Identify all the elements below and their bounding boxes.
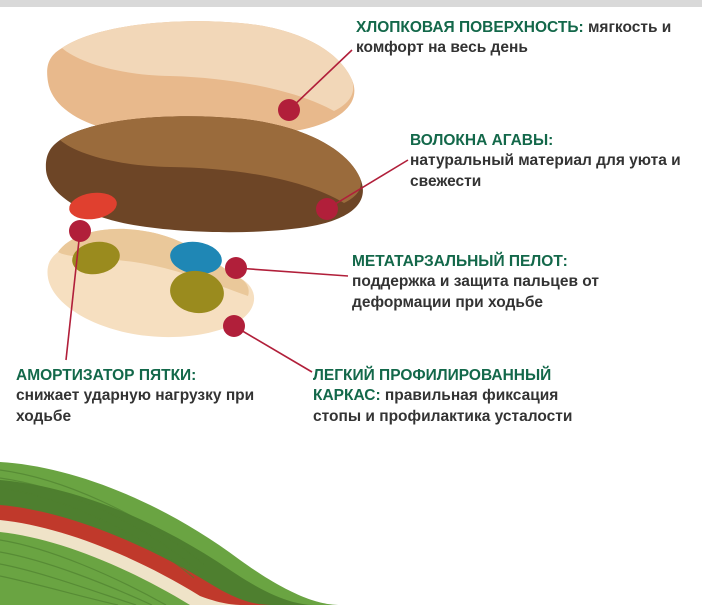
dot-heel[interactable] xyxy=(69,220,91,242)
callout-agave-heading: ВОЛОКНА АГАВЫ: xyxy=(410,132,554,149)
callout-frame-text: правильная фиксация стопы и профилактика усталости xyxy=(313,387,573,425)
decorative-grass-band xyxy=(0,462,340,605)
callout-pelot-heading: МЕТАТАРЗАЛЬНЫЙ ПЕЛОТ: xyxy=(352,253,568,270)
callout-agave-text: натуральный материал для уюта и свежести xyxy=(410,152,681,190)
dot-agave[interactable] xyxy=(316,198,338,220)
dot-pelot[interactable] xyxy=(225,257,247,279)
callout-cotton-heading: ХЛОПКОВАЯ ПОВЕРХНОСТЬ: xyxy=(356,19,584,36)
callout-light-frame xyxy=(313,366,603,427)
callout-heel-text: снижает ударную нагрузку при ходьбе xyxy=(16,387,255,425)
dot-cotton[interactable] xyxy=(278,99,300,121)
dot-frame[interactable] xyxy=(223,315,245,337)
callout-agave-fibers xyxy=(410,131,690,192)
callout-heel-absorber xyxy=(16,366,296,427)
callout-cotton-surface xyxy=(356,18,686,59)
leader-pelot xyxy=(236,268,348,276)
callout-metatarsal-pad xyxy=(352,252,697,313)
callout-cotton-text: мягкость и комфорт на весь день xyxy=(356,19,672,57)
callout-pelot-text: поддержка и защита пальцев от деформации при ходьбе xyxy=(352,273,599,311)
callout-frame-heading: ЛЕГКИЙ ПРОФИЛИРОВАННЫЙ КАРКАС: xyxy=(313,367,552,405)
callout-heel-heading: АМОРТИЗАТОР ПЯТКИ: xyxy=(16,367,197,384)
